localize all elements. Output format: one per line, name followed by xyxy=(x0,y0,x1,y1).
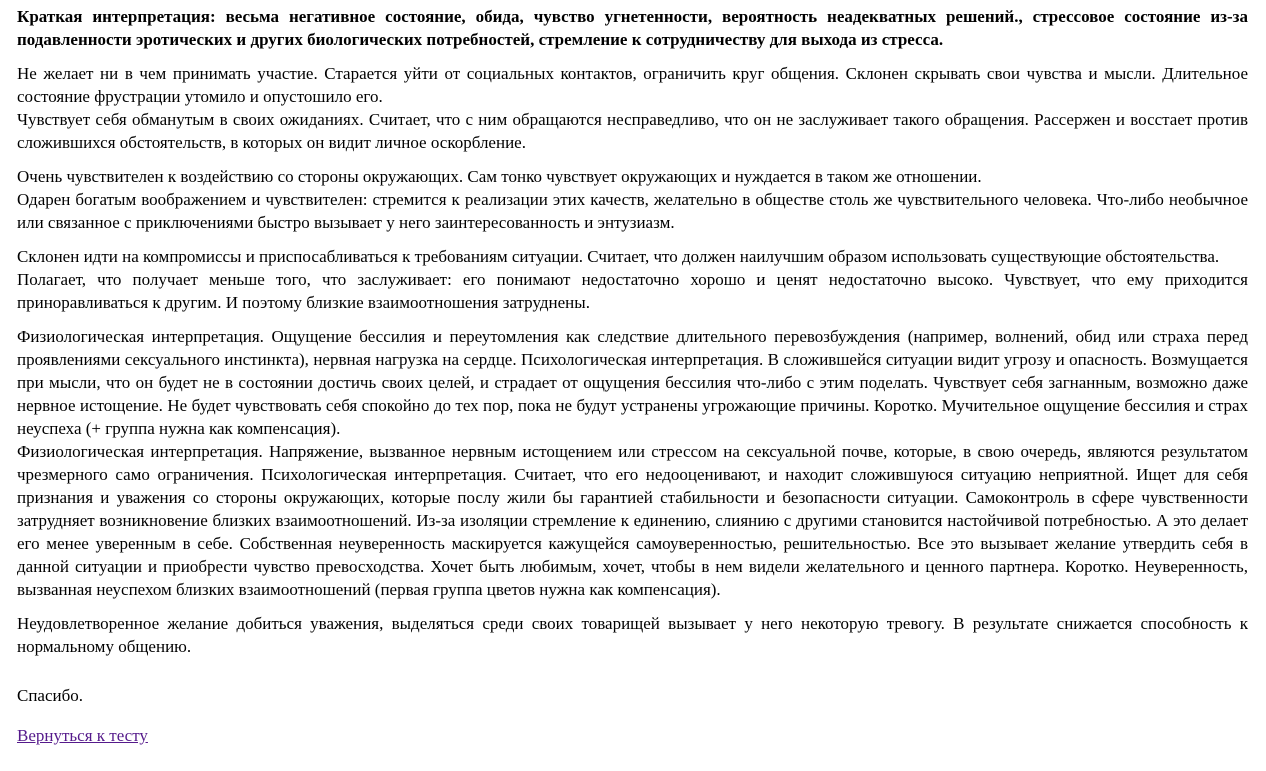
interpretation-section xyxy=(17,5,1248,51)
interpretation-section xyxy=(17,62,1248,154)
interpretation-section xyxy=(17,165,1248,234)
interpretation-section xyxy=(17,325,1248,601)
paragraph-block: Физиологическая интерпретация. Ощущение бессилия и переутомления как следствие длительного перевозбуждения (например, волнений, обид или страха перед проявлениями сексуального инстинкта), нервная нагрузка на сердце. Психологическая интерпретация. В сложившейся ситуации видит угрозу и опасность. Возмущается при мысли, что он будет не в состоянии достичь своих целей, и страдает от ощущения бессилия что-либо с этим поделать. Чувствует себя загнанным, возможно даже нервное истощение. Не будет чувствовать себя спокойно до тех пор, пока не будут устранены угрожающие причины. Коротко. Мучительное ощущение бессилия и страх неуспеха (+ группа нужна как компенсация). xyxy=(17,327,1248,438)
back-to-test-link[interactable]: Вернуться к тесту xyxy=(17,726,148,745)
paragraph-block: Очень чувствителен к воздействию со стороны окружающих. Сам тонко чувствует окружающих и нуждается в таком же отношении. xyxy=(17,167,982,186)
thanks-text: Спасибо. xyxy=(17,686,84,705)
paragraph-block: Не желает ни в чем принимать участие. Старается уйти от социальных контактов, ограничить круг общения. Склонен скрывать свои чувства и мысли. Длительное состояние фрустрации утомило и опустошило его. xyxy=(17,64,1248,106)
paragraph-block: Полагает, что получает меньше того, что заслуживает: его понимают недостаточно хорошо и ценят недостаточно высоко. Чувствует, что ему приходится приноравливаться к другим. И поэтому близкие взаимоотношения затруднены. xyxy=(17,270,1248,312)
paragraph-block: Склонен идти на компромиссы и приспосабливаться к требованиям ситуации. Считает, что должен наилучшим образом использовать существующие обстоятельства. xyxy=(17,247,1220,266)
paragraph-block: Одарен богатым воображением и чувствителен: стремится к реализации этих качеств, желательно в обществе столь же чувствительного человека. Что-либо необычное или связанное с приключениями быстро вызывает у него заинтересованность и энтузиазм. xyxy=(17,190,1248,232)
paragraph-block: Краткая интерпретация: весьма негативное состояние, обида, чувство угнетенности, вероятность неадекватных решений., стрессовое состояние из-за подавленности эротических и других биологических потребностей, стремление к сотрудничеству для выхода из стресса. xyxy=(17,7,1248,49)
paragraph-block: Неудовлетворенное желание добиться уважения, выделяться среди своих товарищей вызывает у него некоторую тревогу. В результате снижается способность к нормальному общению. xyxy=(17,614,1248,656)
back-link-row xyxy=(17,724,1248,747)
interpretation-paragraphs xyxy=(17,5,1248,658)
paragraph-block: Физиологическая интерпретация. Напряжение, вызванное нервным истощением или стрессом на сексуальной почве, которые, в свою очередь, являются результатом чрезмерного само ограничения. Психологическая интерпретация. Считает, что его недооценивают, и находит сложившуюся ситуацию неприятной. Ищет для себя признания и уважения со стороны окружающих, которые послу жили бы гарантией стабильности и безопасности ситуации. Самоконтроль в сфере чувственности затрудняет возникновение близких взаимоотношений. Из-за изоляции стремление к единению, слиянию с другими становится настойчивой потребностью. А это делает его менее уверенным в себе. Собственная неуверенность маскируется кажущейся самоуверенностью, решительностью. Все это вызывает желание утвердить себя в данной ситуации и приобрести чувство превосходства. Хочет быть любимым, хочет, чтобы в нем видели желательного и ценного партнера. Коротко. Неуверенность, вызванная неуспехом близких взаимоотношений (первая группа цветов нужна как компенсация). xyxy=(17,442,1248,599)
paragraph-block: Чувствует себя обманутым в своих ожиданиях. Считает, что с ним обращаются несправедливо, что он не заслуживает такого обращения. Рассержен и восстает против сложившихся обстоятельств, в которых он видит личное оскорбление. xyxy=(17,110,1248,152)
interpretation-section xyxy=(17,245,1248,314)
interpretation-section xyxy=(17,612,1248,658)
